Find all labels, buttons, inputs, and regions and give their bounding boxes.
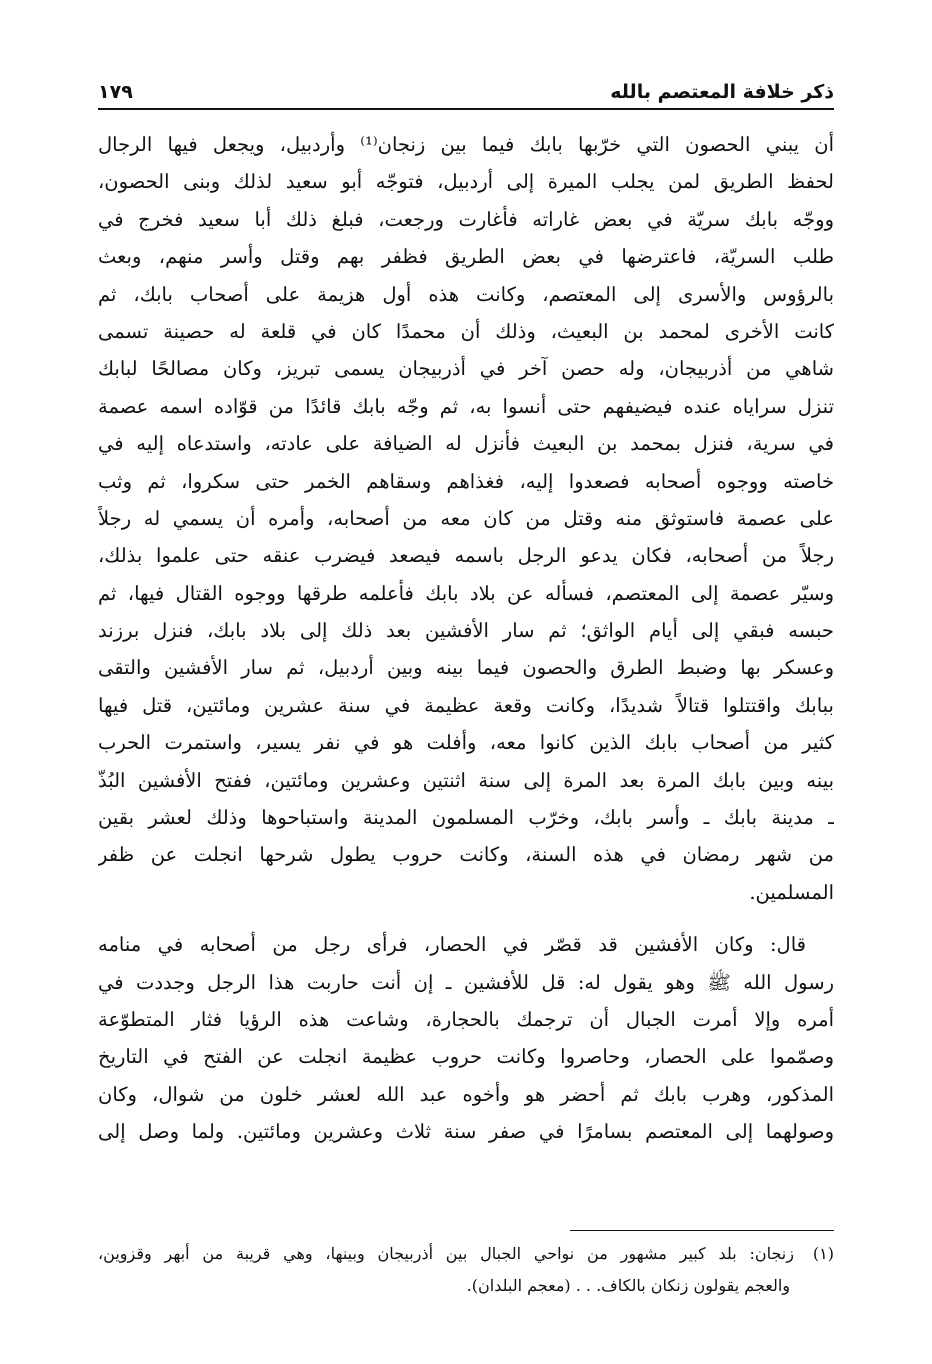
footnote-line [98,1238,834,1270]
footnotes [98,1238,834,1302]
text-line: أمره وإلا أمرت الجبال أن ترجمك بالحجارة، وشاعت هذه الرؤيا فثار المتطوّعة [98,1007,834,1031]
text-line: كانت الأخرى لمحمد بن البعيث، وذلك أن محمدًا كان في قلعة له حصينة تسمى [98,319,834,343]
text-line: من شهر رمضان في هذه السنة، وكانت حروب يطول شرحها انجلت عن ظفر [98,843,834,867]
text-line: خاصته ووجوه أصحابه فصعدوا إليه، فغذاهم وسقاهم الخمر حتى سكروا، ثم وثب [98,469,834,493]
text-line: طلب السريّة، فاعترضها في بعض الطريق فظفر بهم وقتل وأسر منهم، وبعث [98,245,834,269]
text-line: قال: وكان الأفشين قد قصّر في الحصار، فرأى رجل من أصحابه في منامه [98,933,806,957]
footnote-separator [570,1230,834,1231]
text-line: رسول الله ﷺ وهو يقول له: قل للأفشين ـ إن أنت حاربت هذا الرجل وجددت في [98,970,834,994]
text-line: ووجّه بابك سريّة في بعض غاراته فأغارت ورجعت، فبلغ ذلك أبا سعيد فخرج في [98,207,834,231]
text-line: أن يبني الحصون التي خرّبها بابك فيما بين زنجان⁽¹⁾ وأردبيل، ويجعل فيها الرجال [98,133,834,156]
text-line: بالرؤوس والأسرى إلى المعتصم، وكانت هذه أول هزيمة على أصحاب بابك، ثم [98,282,834,306]
footnote-text: زنجان: بلد كبير مشهور من نواحي الجبال بين أذربيجان وبينها، وهي قريبة من أبهر وقزوين، [98,1244,794,1263]
text-line: وعسكر بها وضبط الطرق والحصون فيما بينه وبين أردبيل، ثم سار الأفشين والتقى [98,656,834,680]
text-line: على عصمة فاستوثق منه وقتل من كان معه من أصحابه، وأمره أن يسمي له رجلاً [98,506,834,530]
text-line: في سرية، فنزل بمحمد بن البعيث فأنزل له الضيافة على عادته، واستدعاه إليه في [98,432,834,456]
text-line: ـ مدينة بابك ـ وأسر بابك، وخرّب المسلمون المدينة واستباحوها وذلك لعشر بقين [98,806,834,830]
text-line: بينه وبين بابك المرة بعد المرة إلى سنة اثنتين وعشرين ومائتين، ففتح الأفشين البُذّ [98,768,834,792]
running-head [98,70,834,110]
text-line: وصمّموا على الحصار، وحاصروا وكانت حروب عظيمة انجلت عن الفتح في التاريخ [98,1045,834,1069]
text-line: ببابك واقتتلوا قتالاً شديدًا، وكانت وقعة عظيمة في سنة عشرين ومائتين، قتل فيها [98,693,834,717]
running-title: ذكر خلافة المعتصم بالله [610,81,834,103]
page-number: ١٧٩ [98,81,133,103]
text-line: المذكور، وهرب بابك ثم أحضر هو وأخوه عبد الله لعشر خلون من شوال، وكان [98,1082,834,1106]
text-line: المسلمين. [749,880,834,904]
text-line: تنزل سراياه عنده فيضيفهم حتى أنسوا به، ثم وجّه بابك قائدًا من قوّاده اسمه عصمة [98,394,834,418]
paragraph-2 [98,926,834,1150]
body-text [98,126,834,1151]
text-line: وسيّر عصمة إلى المعتصم، فسأله عن بلاد بابك فأعلمه طرقها ووجوه القتال فيها، ثم [98,581,834,605]
text-line: شاهي من أذربيجان، وله حصن آخر في أذربيجان يسمى تبريز، وكان مصالحًا لبابك [98,357,834,381]
paragraph-gap [98,911,834,926]
text-line: رجلاً من أصحابه، فكان يدعو الرجل باسمه فيصعد فيضرب عنقه حتى علموا بذلك، [98,544,834,568]
text-line: لحفظ الطريق لمن يجلب الميرة إلى أردبيل، فتوجّه أبو سعيد لذلك وبنى الحصون، [98,170,834,194]
text-line: حبسه فبقي إلى أيام الواثق؛ ثم سار الأفشين بعد ذلك إلى بلاد بابك، فنزل برزند [98,619,834,643]
footnote-line: والعجم يقولون زنكان بالكاف. . . (معجم البلدان). [466,1276,790,1295]
text-line: كثير من أصحاب بابك الذين كانوا معه، وأفلت هو في نفر يسير، واستمرت الحرب [98,731,834,755]
paragraph-1 [98,126,834,911]
footnote-marker: (١) [812,1244,834,1263]
text-line: وصولهما إلى المعتصم بسامرًا في صفر سنة ثلاث وعشرين ومائتين. ولما وصل إلى [98,1120,834,1144]
